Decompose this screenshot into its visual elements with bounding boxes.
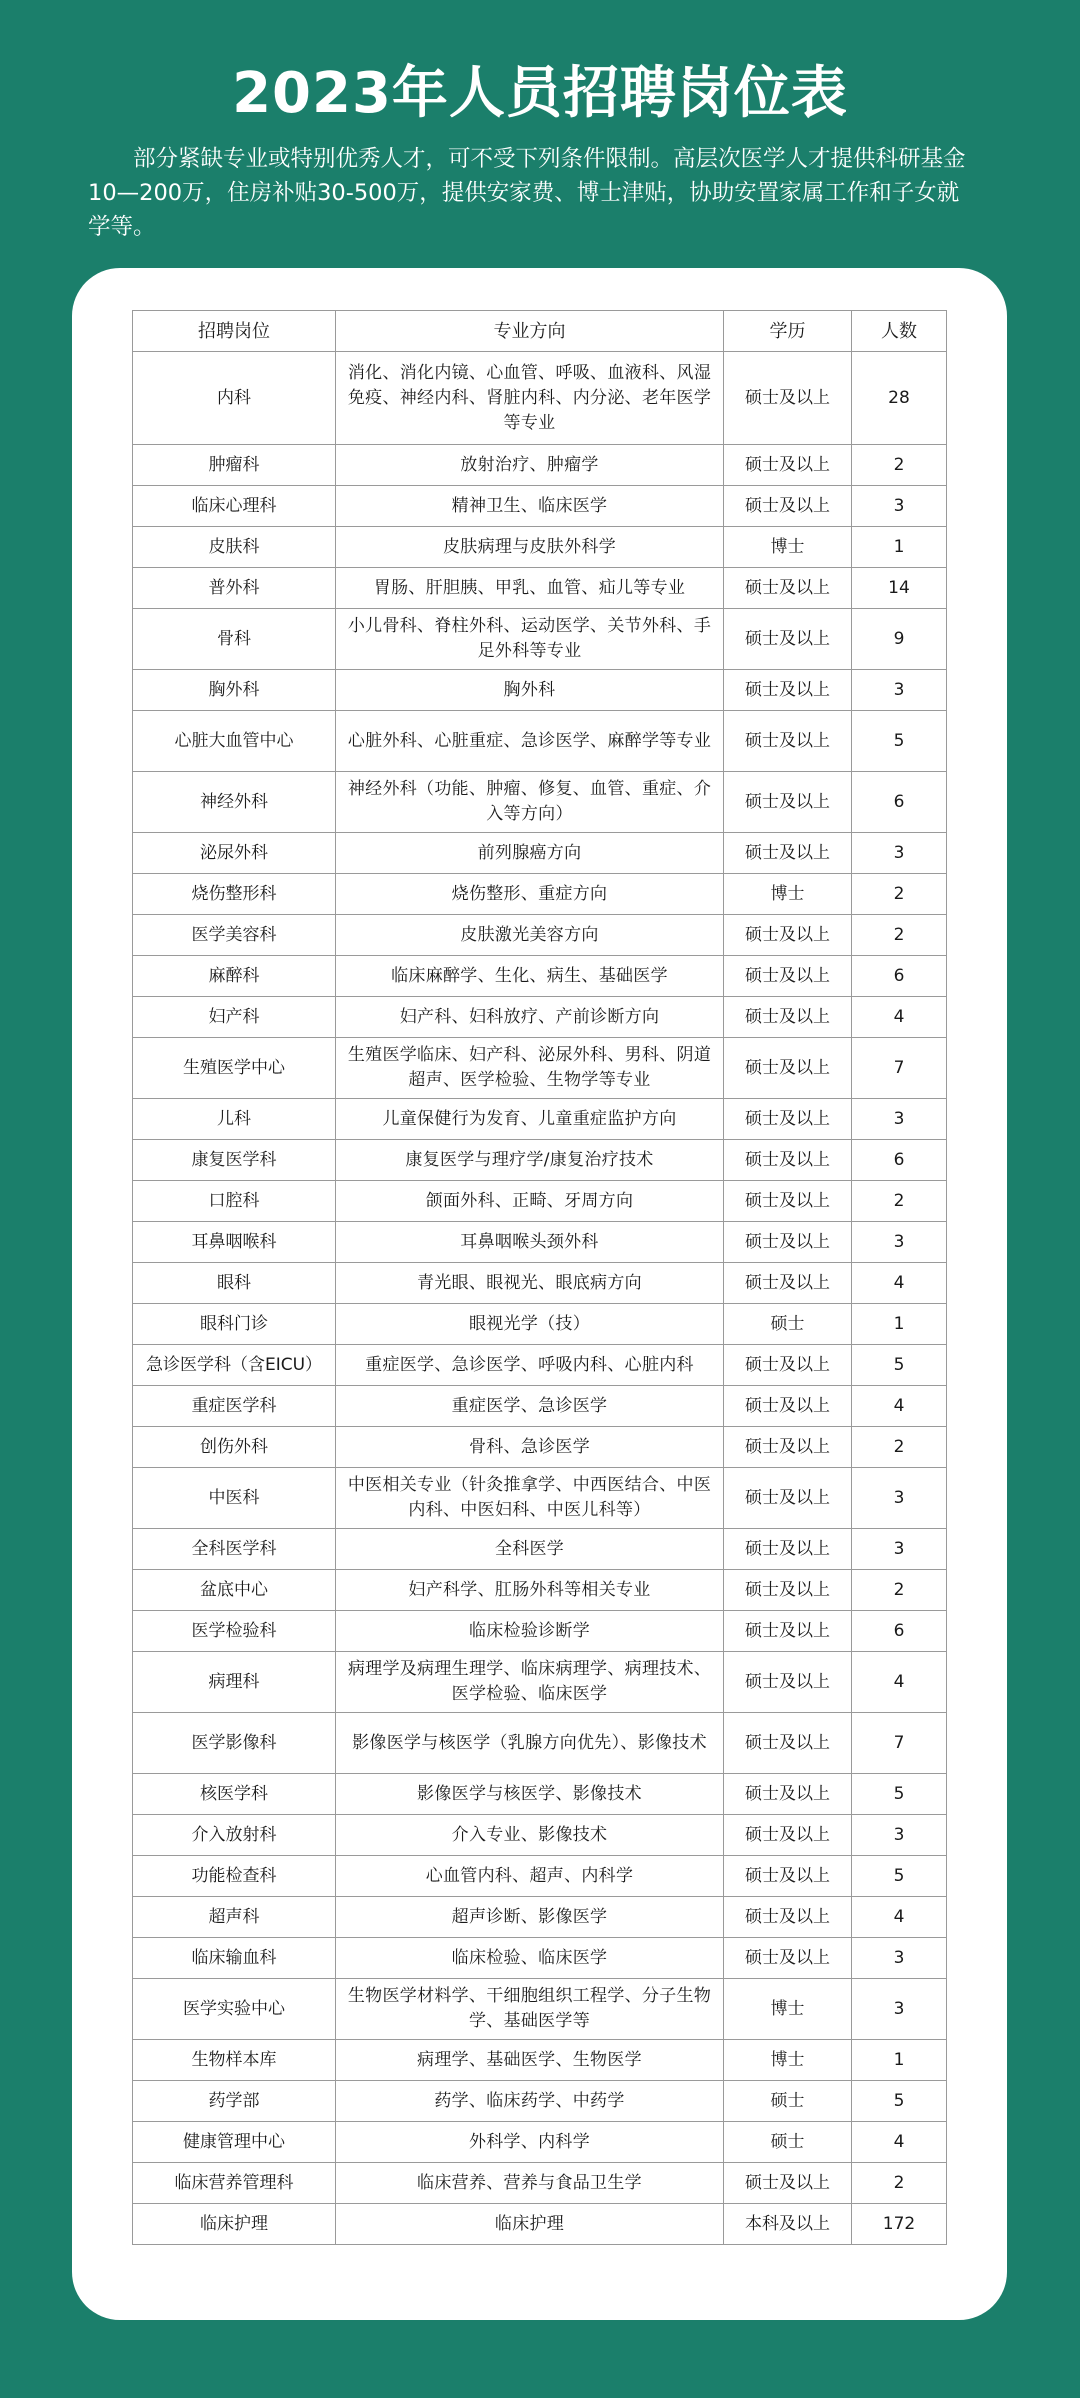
degree-cell: 博士	[724, 527, 852, 568]
table-row	[133, 1345, 947, 1386]
degree-cell: 博士	[724, 1979, 852, 2040]
count-cell: 2	[852, 445, 947, 486]
dept-cell: 生物样本库	[133, 2040, 336, 2081]
table-row	[133, 486, 947, 527]
count-cell: 1	[852, 1304, 947, 1345]
direction-cell: 骨科、急诊医学	[336, 1427, 724, 1468]
degree-cell: 硕士及以上	[724, 1611, 852, 1652]
degree-cell: 硕士及以上	[724, 1222, 852, 1263]
degree-cell: 硕士及以上	[724, 1038, 852, 1099]
table-row	[133, 711, 947, 772]
degree-cell: 硕士及以上	[724, 1529, 852, 1570]
dept-cell: 医学实验中心	[133, 1979, 336, 2040]
table-row	[133, 1938, 947, 1979]
direction-cell: 中医相关专业（针灸推拿学、中西医结合、中医内科、中医妇科、中医儿科等）	[336, 1468, 724, 1529]
table-row	[133, 1263, 947, 1304]
table-row	[133, 1427, 947, 1468]
direction-cell: 儿童保健行为发育、儿童重症监护方向	[336, 1099, 724, 1140]
dept-cell: 健康管理中心	[133, 2122, 336, 2163]
table-row	[133, 527, 947, 568]
direction-cell: 临床麻醉学、生化、病生、基础医学	[336, 956, 724, 997]
direction-cell: 康复医学与理疗学/康复治疗技术	[336, 1140, 724, 1181]
direction-cell: 影像医学与核医学（乳腺方向优先）、影像技术	[336, 1713, 724, 1774]
table-row	[133, 1815, 947, 1856]
degree-cell: 硕士及以上	[724, 1774, 852, 1815]
table-row	[133, 568, 947, 609]
table-row	[133, 1099, 947, 1140]
dept-cell: 皮肤科	[133, 527, 336, 568]
degree-cell: 硕士及以上	[724, 568, 852, 609]
dept-cell: 医学检验科	[133, 1611, 336, 1652]
dept-cell: 耳鼻咽喉科	[133, 1222, 336, 1263]
count-cell: 5	[852, 2081, 947, 2122]
dept-cell: 医学美容科	[133, 915, 336, 956]
dept-cell: 胸外科	[133, 670, 336, 711]
count-cell: 7	[852, 1038, 947, 1099]
direction-cell: 放射治疗、肿瘤学	[336, 445, 724, 486]
header-count: 人数	[852, 311, 947, 352]
direction-cell: 外科学、内科学	[336, 2122, 724, 2163]
table-row	[133, 1856, 947, 1897]
direction-cell: 重症医学、急诊医学	[336, 1386, 724, 1427]
count-cell: 4	[852, 997, 947, 1038]
degree-cell: 硕士及以上	[724, 445, 852, 486]
dept-cell: 临床护理	[133, 2204, 336, 2245]
direction-cell: 胃肠、肝胆胰、甲乳、血管、疝儿等专业	[336, 568, 724, 609]
degree-cell: 硕士及以上	[724, 1140, 852, 1181]
count-cell: 3	[852, 1938, 947, 1979]
dept-cell: 临床输血科	[133, 1938, 336, 1979]
dept-cell: 儿科	[133, 1099, 336, 1140]
degree-cell: 硕士及以上	[724, 1815, 852, 1856]
degree-cell: 硕士及以上	[724, 1570, 852, 1611]
table-row	[133, 1304, 947, 1345]
count-cell: 1	[852, 527, 947, 568]
direction-cell: 烧伤整形、重症方向	[336, 874, 724, 915]
direction-cell: 临床护理	[336, 2204, 724, 2245]
count-cell: 3	[852, 833, 947, 874]
dept-cell: 眼科门诊	[133, 1304, 336, 1345]
dept-cell: 麻醉科	[133, 956, 336, 997]
table-row	[133, 1611, 947, 1652]
count-cell: 3	[852, 670, 947, 711]
direction-cell: 前列腺癌方向	[336, 833, 724, 874]
table-row	[133, 670, 947, 711]
dept-cell: 盆底中心	[133, 1570, 336, 1611]
degree-cell: 硕士	[724, 2081, 852, 2122]
table-row	[133, 1570, 947, 1611]
count-cell: 28	[852, 352, 947, 445]
count-cell: 3	[852, 1529, 947, 1570]
dept-cell: 生殖医学中心	[133, 1038, 336, 1099]
count-cell: 4	[852, 2122, 947, 2163]
count-cell: 5	[852, 711, 947, 772]
degree-cell: 硕士及以上	[724, 486, 852, 527]
direction-cell: 病理学及病理生理学、临床病理学、病理技术、医学检验、临床医学	[336, 1652, 724, 1713]
direction-cell: 生殖医学临床、妇产科、泌尿外科、男科、阴道超声、医学检验、生物学等专业	[336, 1038, 724, 1099]
direction-cell: 妇产科学、肛肠外科等相关专业	[336, 1570, 724, 1611]
count-cell: 3	[852, 1468, 947, 1529]
count-cell: 7	[852, 1713, 947, 1774]
count-cell: 4	[852, 1652, 947, 1713]
count-cell: 2	[852, 2163, 947, 2204]
table-row	[133, 1468, 947, 1529]
count-cell: 9	[852, 609, 947, 670]
direction-cell: 小儿骨科、脊柱外科、运动医学、关节外科、手足外科等专业	[336, 609, 724, 670]
count-cell: 6	[852, 1140, 947, 1181]
degree-cell: 硕士及以上	[724, 670, 852, 711]
table-row	[133, 772, 947, 833]
count-cell: 6	[852, 772, 947, 833]
dept-cell: 创伤外科	[133, 1427, 336, 1468]
degree-cell: 硕士及以上	[724, 609, 852, 670]
dept-cell: 内科	[133, 352, 336, 445]
table-row	[133, 1774, 947, 1815]
degree-cell: 硕士及以上	[724, 833, 852, 874]
table-row	[133, 915, 947, 956]
degree-cell: 硕士	[724, 1304, 852, 1345]
table-row	[133, 874, 947, 915]
degree-cell: 硕士及以上	[724, 711, 852, 772]
dept-cell: 药学部	[133, 2081, 336, 2122]
intro-paragraph: 部分紧缺专业或特别优秀人才，可不受下列条件限制。高层次医学人才提供科研基金10—200万，住房补贴30-500万，提供安家费、博士津贴，协助安置家属工作和子女就学等。	[88, 146, 966, 240]
direction-cell: 消化、消化内镜、心血管、呼吸、血液科、风湿免疫、神经内科、肾脏内科、内分泌、老年医学等专业	[336, 352, 724, 445]
count-cell: 6	[852, 1611, 947, 1652]
degree-cell: 硕士及以上	[724, 1938, 852, 1979]
dept-cell: 中医科	[133, 1468, 336, 1529]
direction-cell: 病理学、基础医学、生物医学	[336, 2040, 724, 2081]
dept-cell: 病理科	[133, 1652, 336, 1713]
direction-cell: 神经外科（功能、肿瘤、修复、血管、重症、介入等方向）	[336, 772, 724, 833]
degree-cell: 硕士及以上	[724, 1652, 852, 1713]
direction-cell: 生物医学材料学、干细胞组织工程学、分子生物学、基础医学等	[336, 1979, 724, 2040]
direction-cell: 颌面外科、正畸、牙周方向	[336, 1181, 724, 1222]
degree-cell: 硕士及以上	[724, 772, 852, 833]
count-cell: 2	[852, 915, 947, 956]
count-cell: 2	[852, 874, 947, 915]
count-cell: 3	[852, 1099, 947, 1140]
direction-cell: 临床检验诊断学	[336, 1611, 724, 1652]
dept-cell: 重症医学科	[133, 1386, 336, 1427]
table-card	[72, 268, 1007, 2320]
degree-cell: 硕士及以上	[724, 956, 852, 997]
dept-cell: 肿瘤科	[133, 445, 336, 486]
count-cell: 4	[852, 1263, 947, 1304]
count-cell: 6	[852, 956, 947, 997]
degree-cell: 硕士及以上	[724, 352, 852, 445]
table-row	[133, 1386, 947, 1427]
direction-cell: 临床营养、营养与食品卫生学	[336, 2163, 724, 2204]
dept-cell: 泌尿外科	[133, 833, 336, 874]
direction-cell: 重症医学、急诊医学、呼吸内科、心脏内科	[336, 1345, 724, 1386]
direction-cell: 眼视光学（技）	[336, 1304, 724, 1345]
direction-cell: 心血管内科、超声、内科学	[336, 1856, 724, 1897]
count-cell: 4	[852, 1897, 947, 1938]
direction-cell: 心脏外科、心脏重症、急诊医学、麻醉学等专业	[336, 711, 724, 772]
degree-cell: 硕士及以上	[724, 997, 852, 1038]
direction-cell: 药学、临床药学、中药学	[336, 2081, 724, 2122]
table-row	[133, 997, 947, 1038]
header-position: 招聘岗位	[133, 311, 336, 352]
count-cell: 2	[852, 1427, 947, 1468]
table-row	[133, 1140, 947, 1181]
table-row	[133, 2040, 947, 2081]
table-row	[133, 609, 947, 670]
degree-cell: 硕士及以上	[724, 1345, 852, 1386]
count-cell: 172	[852, 2204, 947, 2245]
count-cell: 3	[852, 1222, 947, 1263]
count-cell: 3	[852, 486, 947, 527]
table-row	[133, 2081, 947, 2122]
degree-cell: 硕士及以上	[724, 1856, 852, 1897]
table-row	[133, 1181, 947, 1222]
direction-cell: 皮肤激光美容方向	[336, 915, 724, 956]
dept-cell: 介入放射科	[133, 1815, 336, 1856]
count-cell: 5	[852, 1774, 947, 1815]
degree-cell: 博士	[724, 874, 852, 915]
table-row	[133, 956, 947, 997]
degree-cell: 硕士	[724, 2122, 852, 2163]
dept-cell: 功能检查科	[133, 1856, 336, 1897]
direction-cell: 皮肤病理与皮肤外科学	[336, 527, 724, 568]
recruitment-table	[132, 310, 947, 2245]
dept-cell: 急诊医学科（含EICU）	[133, 1345, 336, 1386]
count-cell: 2	[852, 1181, 947, 1222]
table-row	[133, 1038, 947, 1099]
degree-cell: 硕士及以上	[724, 1427, 852, 1468]
direction-cell: 妇产科、妇科放疗、产前诊断方向	[336, 997, 724, 1038]
dept-cell: 临床心理科	[133, 486, 336, 527]
degree-cell: 硕士及以上	[724, 1263, 852, 1304]
table-header-row	[133, 311, 947, 352]
degree-cell: 本科及以上	[724, 2204, 852, 2245]
direction-cell: 青光眼、眼视光、眼底病方向	[336, 1263, 724, 1304]
page-title: 2023年人员招聘岗位表	[232, 61, 848, 126]
table-row	[133, 352, 947, 445]
dept-cell: 全科医学科	[133, 1529, 336, 1570]
table-row	[133, 2204, 947, 2245]
table-row	[133, 1897, 947, 1938]
table-row	[133, 833, 947, 874]
dept-cell: 医学影像科	[133, 1713, 336, 1774]
degree-cell: 硕士及以上	[724, 1897, 852, 1938]
dept-cell: 神经外科	[133, 772, 336, 833]
degree-cell: 硕士及以上	[724, 1099, 852, 1140]
count-cell: 4	[852, 1386, 947, 1427]
degree-cell: 硕士及以上	[724, 1386, 852, 1427]
count-cell: 5	[852, 1856, 947, 1897]
table-row	[133, 1652, 947, 1713]
direction-cell: 介入专业、影像技术	[336, 1815, 724, 1856]
dept-cell: 口腔科	[133, 1181, 336, 1222]
degree-cell: 硕士及以上	[724, 915, 852, 956]
direction-cell: 超声诊断、影像医学	[336, 1897, 724, 1938]
count-cell: 5	[852, 1345, 947, 1386]
dept-cell: 眼科	[133, 1263, 336, 1304]
count-cell: 3	[852, 1979, 947, 2040]
direction-cell: 精神卫生、临床医学	[336, 486, 724, 527]
table-row	[133, 1713, 947, 1774]
dept-cell: 烧伤整形科	[133, 874, 336, 915]
count-cell: 1	[852, 2040, 947, 2081]
direction-cell: 影像医学与核医学、影像技术	[336, 1774, 724, 1815]
direction-cell: 临床检验、临床医学	[336, 1938, 724, 1979]
dept-cell: 心脏大血管中心	[133, 711, 336, 772]
degree-cell: 博士	[724, 2040, 852, 2081]
table-row	[133, 1222, 947, 1263]
direction-cell: 胸外科	[336, 670, 724, 711]
dept-cell: 康复医学科	[133, 1140, 336, 1181]
table-row	[133, 445, 947, 486]
count-cell: 3	[852, 1815, 947, 1856]
count-cell: 2	[852, 1570, 947, 1611]
table-row	[133, 1979, 947, 2040]
dept-cell: 临床营养管理科	[133, 2163, 336, 2204]
degree-cell: 硕士及以上	[724, 2163, 852, 2204]
direction-cell: 耳鼻咽喉头颈外科	[336, 1222, 724, 1263]
dept-cell: 核医学科	[133, 1774, 336, 1815]
header-degree: 学历	[724, 311, 852, 352]
direction-cell: 全科医学	[336, 1529, 724, 1570]
degree-cell: 硕士及以上	[724, 1181, 852, 1222]
dept-cell: 普外科	[133, 568, 336, 609]
count-cell: 14	[852, 568, 947, 609]
table-row	[133, 1529, 947, 1570]
degree-cell: 硕士及以上	[724, 1713, 852, 1774]
dept-cell: 超声科	[133, 1897, 336, 1938]
table-row	[133, 2163, 947, 2204]
degree-cell: 硕士及以上	[724, 1468, 852, 1529]
dept-cell: 妇产科	[133, 997, 336, 1038]
header-direction: 专业方向	[336, 311, 724, 352]
dept-cell: 骨科	[133, 609, 336, 670]
table-row	[133, 2122, 947, 2163]
